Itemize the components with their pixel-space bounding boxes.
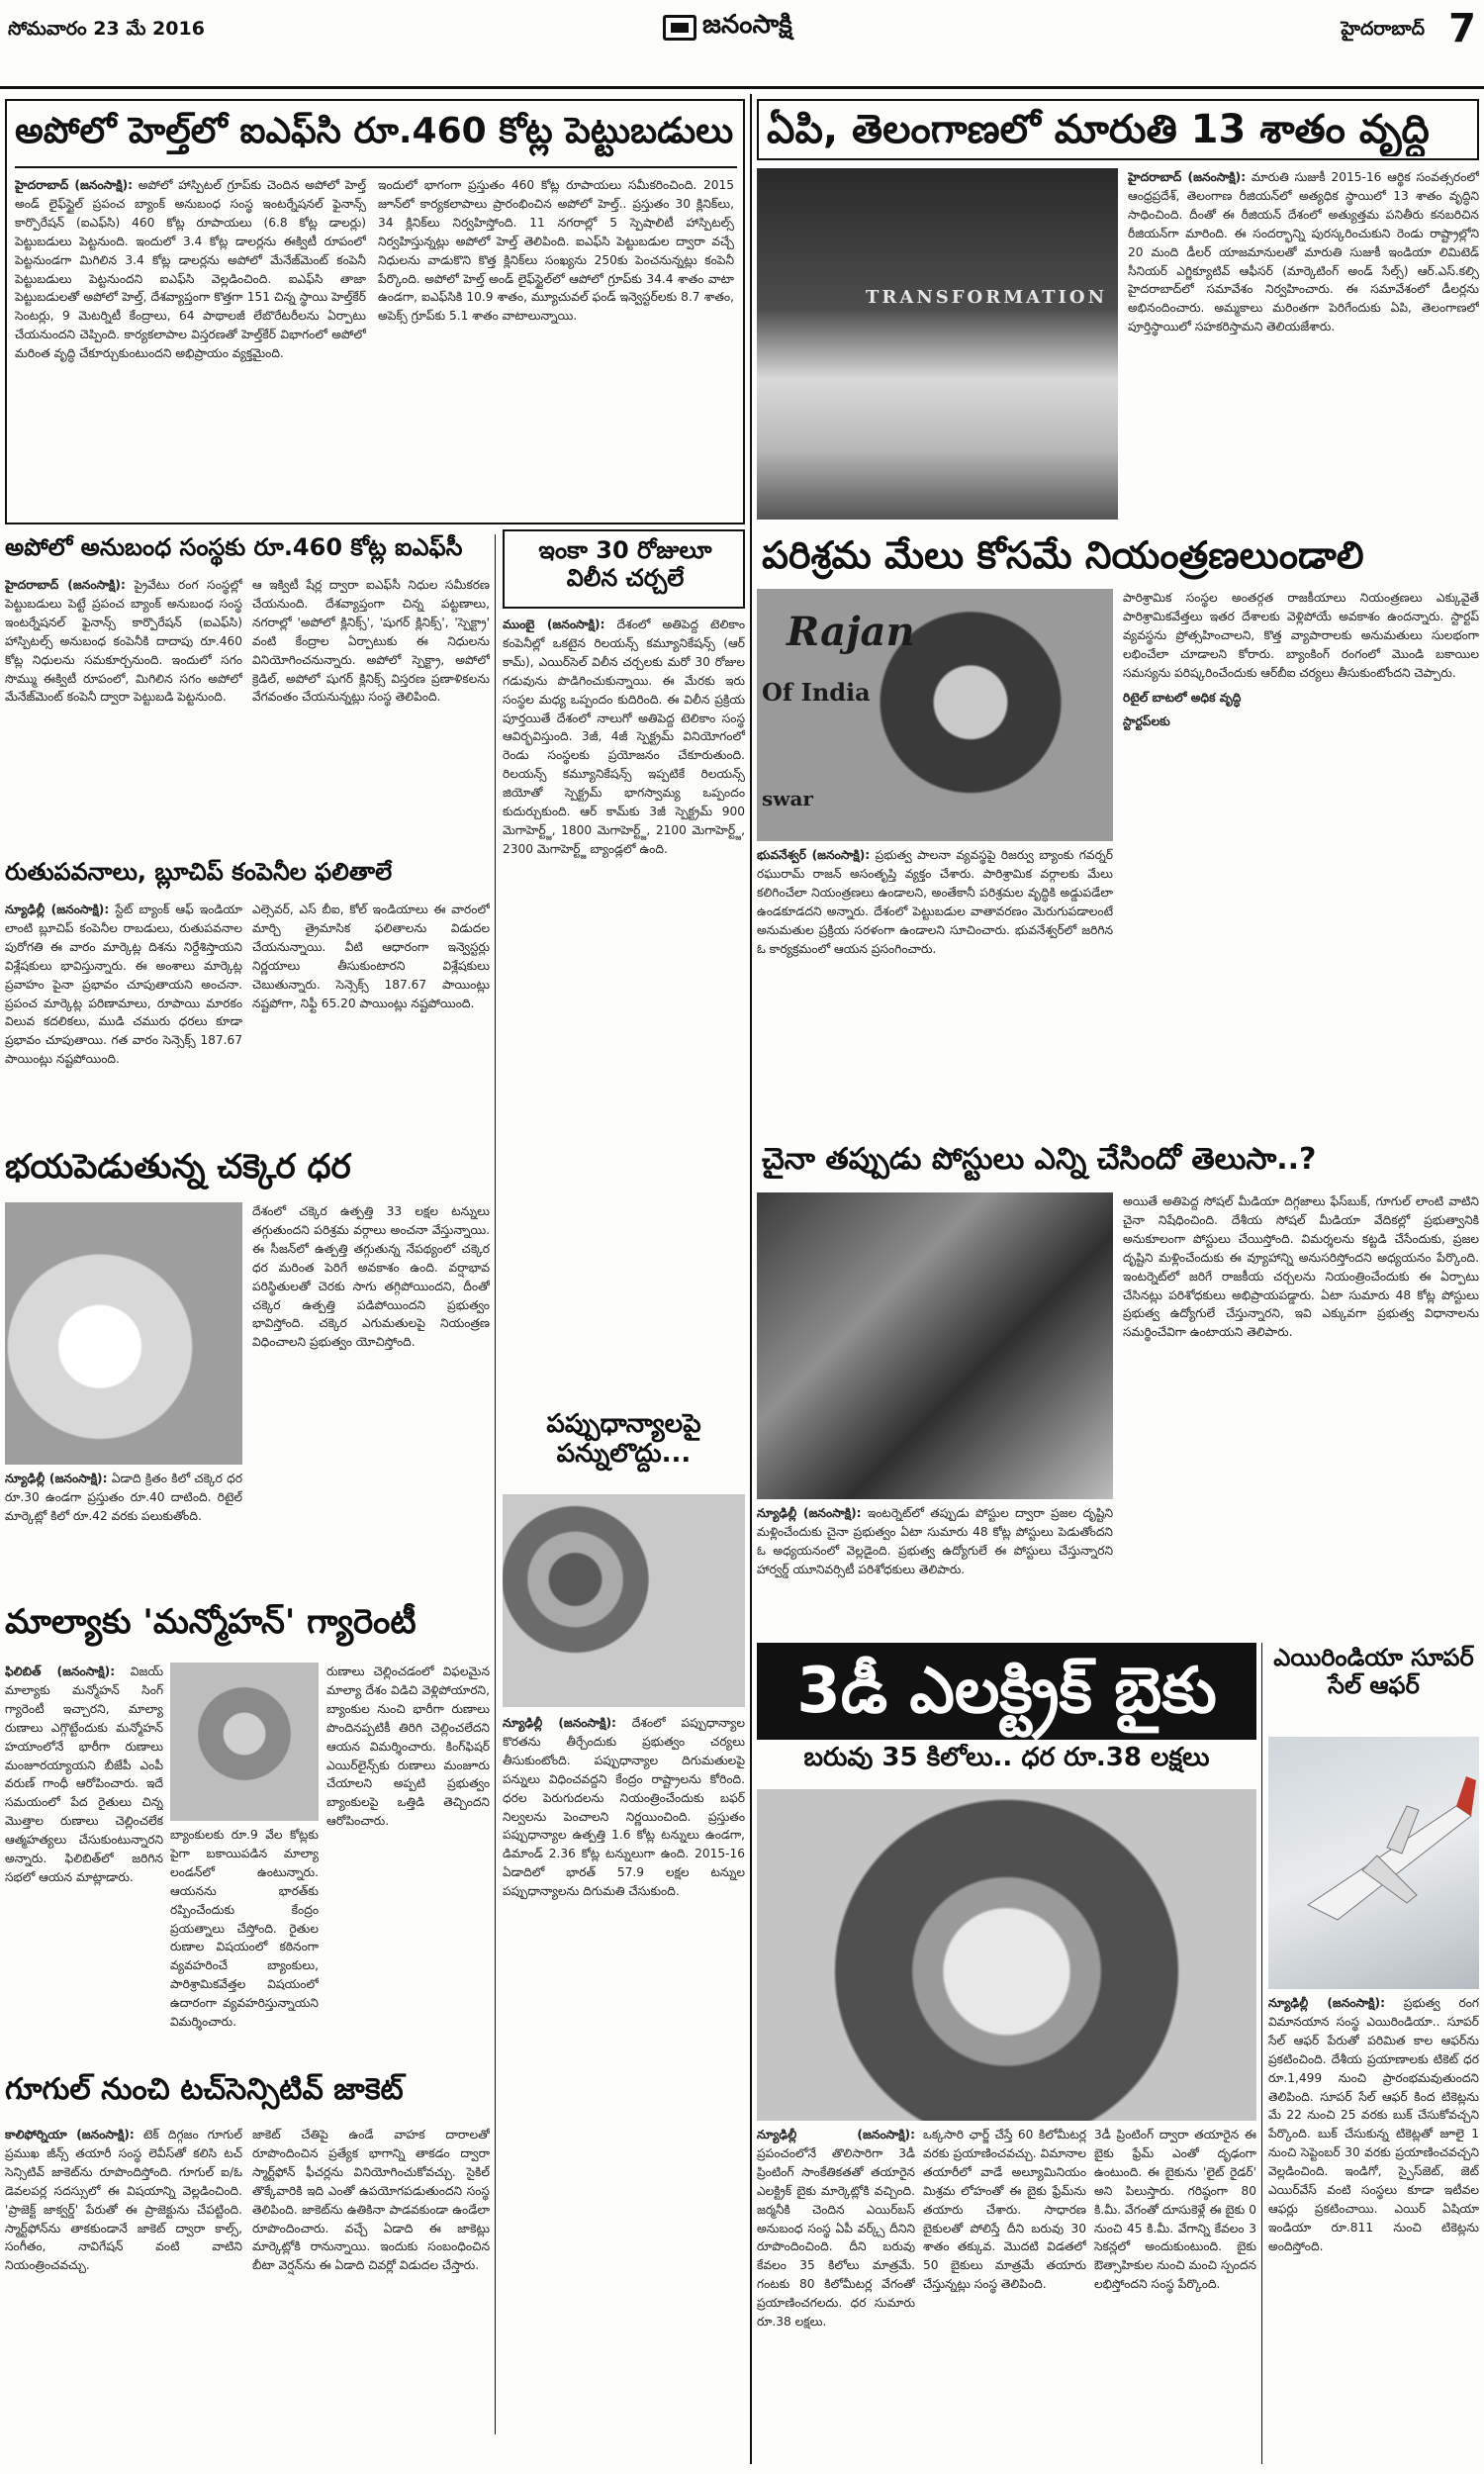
pulses-photo [503, 1494, 745, 1707]
article-body [1128, 168, 1479, 524]
article-body [5, 1470, 242, 1593]
article-dateline: న్యూఢిల్లీ (జనంసాక్షి): [5, 1472, 108, 1485]
article-headline: ఎయిరిండియా సూపర్‌ సేల్‌ ఆఫర్‌ [1273, 1645, 1474, 1699]
article-body [5, 576, 242, 848]
airplane-icon [1268, 1737, 1479, 1989]
article-headline: అపోలో హెల్త్‌లో ఐఎఫ్‌సి రూ.460 కోట్ల పెట్టుబడులు [15, 111, 734, 151]
paper-name: జనంసాక్షి [702, 10, 792, 40]
mallya-photo [170, 1663, 319, 1821]
article-text: ప్రభుత్వ పాలనా వ్యవస్థపై రిజర్వు బ్యాంకు గవర్నర్‌ రఘురామ్‌ రాజన్‌ అసంతృప్తి వ్యక్తం చేశారు. పారిశ్రామిక వర్గాలకు మేలు కలిగించేలా నియంత్రణలు ఉండాలని, అంతేకానీ పరిశ్రమల వృద్ధికి అడ్డుపడేలా ఉండకూడదని అన్నారు. దేశంలో పెట్టుబడుల వాతావరణం మెరుగుపడాలంటే అనుమతుల ప్రక్రియ సరళంగా ఉండాలని సూచించారు. భువనేశ్వర్‌లో జరిగిన ఓ కార్యక్రమంలో ఆయన ప్రసంగించారు. [757, 848, 1113, 956]
article-body: దేశంలో చక్కెర ఉత్పత్తి 33 లక్షల టన్నులు తగ్గుతుందని పరిశ్రమ వర్గాలు అంచనా వేస్తున్నాయి. ఈ సీజన్‌లో ఉత్పత్తి తగ్గుతున్న నేపథ్యంలో చక్కెర ధర మరింత పెరిగే అవకాశం ఉంది. వర్షాభావ పరిస్థితులతో చెరకు సాగు తగ్గిపోయిందని, దీంతో చక్కెర ఉత్పత్తి పడిపోయిందని ప్రభుత్వం భావిస్తోంది. చక్కెర ఎగుమతులపై నియంత్రణ విధించాలని ప్రభుత్వం యోచిస్తోంది. [252, 1204, 490, 1350]
article-headline: పరిశ్రమ మేలు కోసమే నియంత్రణలుండాలి [762, 534, 1364, 577]
article-apollo-health [5, 99, 745, 524]
article-body: ఎల్సెవర్‌, ఎస్‌ బీఐ, కోల్‌ ఇండియాలు ఈ వారంలో మార్చి త్రైమాసిక ఫలితాలను విడుదల చేయనున్నాయి. వీటి ఆధారంగా ఇన్వెస్టర్లు నిర్ణయాలు తీసుకుంటారని విశ్లేషకులు చెబుతున్నారు. సెన్సెక్స్‌ 187.67 పాయింట్లు నష్టపోగా, నిఫ్టీ 65.20 పాయింట్లు నష్టపోయింది. [252, 903, 490, 1010]
airindia-plane-photo [1268, 1737, 1479, 1989]
column-divider [750, 94, 752, 2464]
article-dateline: న్యూఢిల్లీ (జనంసాక్షి): [503, 1716, 616, 1730]
article-dateline: హైదరాబాద్‌ (జనంసాక్షి): [15, 178, 134, 192]
article-dateline: హైదరాబాద్‌ (జనంసాక్షి): [5, 578, 126, 592]
photo-lettering: Of India [762, 678, 871, 707]
article-headline: 3డీ ఎలక్ట్రిక్‌ బైకు [757, 1643, 1256, 1740]
article-headline: ఇంకా 30 రోజులూ విలీన చర్చలే [538, 537, 712, 592]
article-subhead: స్టార్టప్‌లకు [1123, 714, 1170, 729]
article-dateline: హైదరాబాద్‌ (జనంసాక్షి): [1128, 170, 1247, 184]
article-dateline: ఫిలిబిత్‌ (జనంసాక్షి): [5, 1665, 116, 1678]
article-subheadline: బరువు 35 కిలోలు.. ధర రూ.38 లక్షలు [803, 1744, 1210, 1772]
article-body: ఒక్కసారి ఛార్జ్‌ చేస్తే 60 కిలోమీటర్ల వరకు ప్రయాణించవచ్చు. విమానాల తయారీలో వాడే అల్యూమినియం మిశ్రమ లోహంతో ఈ బైకు ఫ్రేమ్‌ను తయారు చేశారు. సాధారణ బైకులతో పోలిస్తే దీని బరువు 30 శాతం తక్కువ. మొదటి విడతలో 50 బైకులు మాత్రమే తయారు చేస్తున్నట్లు సంస్థ తెలిపింది. [923, 2128, 1086, 2292]
sugar-photo [5, 1202, 242, 1465]
article-headline: మాల్యాకు 'మన్మోహన్‌' గ్యారెంటీ [5, 1603, 417, 1642]
article-text: ఏడాది క్రితం కిలో చక్కెర ధర రూ.30 ఉండగా ప్రస్తుతం రూ.40 దాటింది. రిటైల్‌ మార్కెట్లో కిలో రూ.42 వరకు పలుకుతోంది. [5, 1472, 242, 1523]
page-number: 7 [1448, 6, 1476, 51]
article-headline: పప్పుధాన్యాలపై పన్నులొద్దు... [546, 1410, 701, 1469]
article-body [15, 176, 366, 518]
article-body [757, 2126, 915, 2467]
article-body [503, 616, 745, 1402]
article-headline: ఏపి, తెలంగాణలో మారుతి 13 శాతం వృద్ధి [767, 107, 1430, 152]
photo-banner-text: TRANSFORMATION [866, 287, 1108, 308]
article-dateline: న్యూఢిల్లీ (జనంసాక్షి): [757, 2128, 915, 2141]
article-dateline: న్యూఢిల్లీ (జనంసాక్షి): [5, 903, 110, 916]
divider [15, 166, 737, 168]
issue-date: సోమవారం 23 మే 2016 [8, 18, 205, 40]
article-body: రుణాలు చెల్లించడంలో విఫలమైన మాల్యా దేశం విడిచి వెళ్లిపోయారని, బ్యాంకుల నుంచి భారీగా రుణాలు పొందినప్పటికీ తిరిగి చెల్లించలేదని ఆయన విమర్శించారు. కింగ్‌ఫిషర్‌ ఎయిర్‌లైన్స్‌కు రుణాలు మంజూరు చేయాలని అప్పటి ప్రభుత్వం బ్యాంకులపై ఒత్తిడి తెచ్చిందని ఆరోపించారు. [326, 1665, 490, 1829]
article-text: దేశంలో అతిపెద్ద టెలికాం కంపెనీల్లో ఒకటైన రిలయన్స్‌ కమ్యూనికేషన్స్‌ (ఆర్‌ కామ్‌), ఎయిర్‌సెల్‌ విలీన చర్చలకు మరో 30 రోజుల గడువును పొడిగించుకున్నాయి. ఈ మేరకు ఇరు సంస్థల మధ్య ఒప్పందం కుదిరింది. ఈ విలీన ప్రక్రియ పూర్తయితే దేశంలో నాలుగో అతిపెద్ద టెలికాం సంస్థ ఆవిర్భవిస్తుంది. 3జీ, 4జీ స్పెక్ట్రమ్‌ వినియోగంలో రెండు సంస్థలకు ప్రయోజనం చేకూరుతుంది. రిలయన్స్‌ కమ్యూనికేషన్స్‌ ఇప్పటికే రిలయన్స్‌ జియోతో స్పెక్ట్రమ్‌ భాగస్వామ్య ఒప్పందం కుదుర్చుకుంది. ఆర్‌ కామ్‌కు 3జీ స్పెక్ట్రమ్‌ 900 మెగాహెర్ట్జ్‌, 1800 మెగాహెర్ట్జ్‌, 2100 మెగాహెర్ట్జ్‌, 2300 మెగాహెర్ట్జ్‌ బ్యాండ్లలో ఉంది. [503, 618, 745, 856]
photo-lettering: Rajan [787, 609, 915, 655]
article-body: జాకెట్‌ చేతిపై ఉండే వాహక దారాలతో రూపొందించిన ప్రత్యేక భాగాన్ని తాకడం ద్వారా స్మార్ట్‌ఫోన్‌ ఫీచర్లను వినియోగించుకోవచ్చు. సైకిల్‌ తొక్కేవారికి ఇది ఎంతో ఉపయోగపడుతుందని సంస్థ తెలిపింది. జాకెట్‌ను ఉతికినా పాడవకుండా ఉండేలా రూపొందించారు. వచ్చే ఏడాది ఈ జాకెట్లు మార్కెట్లోకి రానున్నాయి. ఇందుకు సంబంధించిన బీటా వెర్షన్‌ను ఈ ఏడాది చివర్లో విడుదల చేస్తారు. [252, 2128, 490, 2273]
maruti-headline-box [757, 99, 1479, 160]
article-text: విజయ్‌ మాల్యాకు మన్మోహన్‌ సింగ్‌ గ్యారెంటీ ఇచ్చారని, మాల్యా రుణాలు ఎగ్గొట్టేందుకు మన్మోహన్‌ హయాంలోనే భారీగా రుణాలు మంజూరయ్యాయని బీజేపీ ఎంపీ వరుణ్‌ గాంధీ ఆరోపించారు. ఇదే సమయంలో పేద రైతులు చిన్న మొత్తాల రుణాలు చెల్లించలేక ఆత్మహత్యలు చేసుకుంటున్నారని అన్నారు. ఫిలిబిత్‌లో జరిగిన సభలో ఆయన మాట్లాడారు. [5, 1665, 163, 1884]
article-subhead: రిటైల్‌ బాటలో అధిక వృద్ధి [1123, 690, 1242, 705]
column-divider [1261, 1643, 1262, 2464]
article-text: ప్రపంచంలోనే తొలిసారిగా 3డీ ప్రింటింగ్‌ సాంకేతికతతో తయారైన ఎలక్ట్రిక్‌ బైకు మార్కెట్లోకి వచ్చింది. జర్మనీకి చెందిన ఎయిర్‌బస్‌ అనుబంధ సంస్థ ఏపీ వర్క్స్‌ దీనిని రూపొందించింది. దీని బరువు కేవలం 35 కిలోలు మాత్రమే. గంటకు 80 కిలోమీటర్ల వేగంతో ప్రయాణించగలదు. ధర సుమారు రూ.38 లక్షలు. [757, 2145, 915, 2330]
article-body [1123, 589, 1479, 1133]
article-body [5, 901, 242, 1138]
article-body [5, 1663, 163, 2063]
article-text: ప్రభుత్వ రంగ విమానయాన సంస్థ ఎయిరిండియా.. సూపర్‌ సేల్‌ ఆఫర్‌ పేరుతో పరిమిత కాల ఆఫర్‌ను ప్రకటించింది. దేశీయ ప్రయాణాలకు టికెట్‌ ధర రూ.1,499 నుంచి ప్రారంభమవుతుందని తెలిపింది. సూపర్‌ సేల్‌ ఆఫర్‌ కింద టికెట్లను మే 22 నుంచి 25 వరకు బుక్‌ చేసుకోవచ్చని పేర్కొంది. బుక్‌ చేసుకున్న టికెట్లతో జూలై 1 నుంచి సెప్టెంబర్‌ 30 వరకు ప్రయాణించవచ్చని వెల్లడించింది. ఇండిగో, స్పైస్‌జెట్‌, జెట్‌ ఎయిర్‌వేస్‌ వంటి సంస్థలు కూడా ఇటీవల ఆఫర్లు ప్రకటించాయి. ఎయిర్‌ ఏషియా ఇండియా రూ.811 నుంచి టికెట్లను అందిస్తోంది. [1268, 1996, 1479, 2253]
article-body: ఇందులో భాగంగా ప్రస్తుతం 460 కోట్ల రూపాయలు సమీకరించింది. 2015 జూన్‌లో కార్యకలాపాలు ప్రారంభించిన అపోలో హెల్త్‌.. ప్రస్తుతం 30 క్లినిక్‌లు, 34 క్లినిక్‌లు నిర్వహిస్తోంది. 11 నగరాల్లో 5 స్పెషాలిటీ హాస్పిటల్స్‌ నిర్వహిస్తున్నట్లు అపోలో హెల్త్‌ తెలిపింది. ఐఎఫ్‌సి పెట్టుబడుల ద్వారా వచ్చే నిధులను వాడుకొని కొత్త క్లినిక్‌లు సంఖ్యను 250కు పెంచనున్నట్లు కంపెనీ పేర్కొంది. అపోలో హెల్త్‌ అండ్‌ లైఫ్‌స్టైల్‌లో ఆపోలో గ్రూప్‌కు 34.4 శాతం వాటా ఉండగా, ఐఎఫ్‌సికి 10.9 శాతం, మ్యూచువల్‌ ఫండ్‌ ఇన్వెస్టర్‌లకు 8.7 శాతం, అపెక్స్‌ గ్రూప్‌కు 5.1 శాతం వాటాలున్నాయి. [378, 178, 734, 324]
column-divider [495, 534, 496, 2434]
article-body: 3డీ ప్రింటింగ్‌ ద్వారా తయారైన ఈ బైకు ఫ్రేమ్‌ ఎంతో దృఢంగా ఉంటుంది. ఈ బైకును 'లైట్‌ రైడర్‌' అని పిలుస్తారు. గరిష్ఠంగా 80 కి.మీ. వేగంతో దూసుకెళ్లే ఈ బైకు 0 నుంచి 45 కి.మీ. వేగాన్ని కేవలం 3 సెకన్లలో అందుకుంటుంది. బైకు ఔత్సాహికుల నుంచి మంచి స్పందన లభిస్తోందని సంస్థ పేర్కొంది. [1094, 2128, 1256, 2292]
article-text: ఇంటర్నెట్‌లో తప్పుడు పోస్టుల ద్వారా ప్రజల దృష్టిని మళ్లించేందుకు చైనా ప్రభుత్వం ఏటా సుమారు 48 కోట్ల పోస్టులు పెడుతోందని ఓ అధ్యయనంలో వెల్లడైంది. ప్రభుత్వ ఉద్యోగులే ఈ పోస్టులు చేస్తున్నారని హార్వర్డ్‌ యూనివర్సిటీ పరిశోధకులు తెలిపారు. [757, 1506, 1113, 1576]
article-text: స్టేట్‌ బ్యాంక్‌ ఆఫ్‌ ఇండియా లాంటి బ్లూచిప్‌ కంపెనీల రాబడులు, రుతుపవనాల పురోగతి ఈ వారం మార్కెట్ల దిశను నిర్దేశిస్తాయని విశ్లేషకులు భావిస్తున్నారు. ఈ అంశాలు మార్కెట్ల ప్రవాహం పైనా ప్రభావం చూపుతాయని అంచనా. ప్రపంచ మార్కెట్ల పరిణామాలు, రూపాయి మారకం విలువ కదలికలు, ముడి చమురు ధరలు కూడా ప్రభావం చూపుతాయి. గత వారం సెన్సెక్స్‌ 187.67 పాయింట్లు నష్టపోయింది. [5, 903, 242, 1067]
article-text: అపోలో హాస్పిటల్‌ గ్రూప్‌కు చెందిన అపోలో హెల్త్‌ అండ్‌ లైఫ్‌స్టైల్‌ ప్రపంచ బ్యాంక్‌ అనుబంధ సంస్థ ఇంటర్నేషనల్‌ ఫైనాన్స్‌ కార్పొరేషన్‌ (ఐఎఫ్‌సి) 460 కోట్ల రూపాయలు (6.8 కోట్ల డాలర్లు) పెట్టుబడులు పెట్టనుంది. ఇందులో 3.4 కోట్ల డాలర్లను ఈక్విటీ రూపంలో పెట్టనుండగా మిగిలిన 3.4 కోట్ల డాలర్లను అపోలో మేనేజ్‌మెంట్‌ కంపెనీ పెట్టుబడులు పెట్టనుందని ఐఎఫ్‌సి వెల్లడించింది. ఐఎఫ్‌సి తాజా పెట్టుబడులతో అపోలో హెల్త్‌, దేశవ్యాప్తంగా కొత్తగా 151 చిన్న స్థాయి హెల్త్‌కేర్‌ సెంటర్లు, 9 మెటర్నిటీ కేంద్రాలు, 64 పాథాలజీ లేబొరేటరీలను ఏర్పాటు చేయనుందని చెప్పింది. కార్యకలాపాల విస్తరణతో హెల్త్‌కేర్‌ విభాగంలో అపోలో మరింత వృద్ధి చేకూర్చుకుంటుందని అభిప్రాయం వ్యక్తమైంది. [15, 178, 366, 361]
article-headline: అపోలో అనుబంధ సంస్థకు రూ.460 కోట్ల ఐఎఫ్‌సీ [5, 534, 463, 561]
article-body [5, 2126, 242, 2467]
edition-city: హైదరాబాద్ [1341, 18, 1425, 40]
article-headline: గూగుల్‌ నుంచి టచ్‌సెన్సిటివ్‌ జాకెట్‌ [5, 2073, 404, 2107]
maruti-event-photo [757, 168, 1118, 520]
article-headline: రుతుపవనాలు, బ్లూచిప్‌ కంపెనీల ఫలితాలే [5, 859, 393, 886]
article-dateline: న్యూఢిల్లీ (జనంసాక్షి): [1268, 1996, 1385, 2010]
article-body [757, 846, 1113, 1133]
article-text: దేశంలో పప్పుధాన్యాల కొరతను తీర్చేందుకు ప్రభుత్వం చర్యలు తీసుకుంటోంది. పప్పుధాన్యాల దిగుమతులపై పన్నులు విధించవద్దని కేంద్రం రాష్ట్రాలను కోరింది. ధరల పెరుగుదలను నియంత్రించేందుకు బఫర్‌ నిల్వలను పెంచాలని నిర్ణయించింది. ప్రస్తుతం పప్పుధాన్యాల ఉత్పత్తి 1.6 కోట్ల టన్నులు ఉండగా, డిమాండ్‌ 2.36 కోట్ల టన్నులుగా ఉంది. 2015-16 ఏడాదిలో భారత్‌ 57.9 లక్షల టన్నుల పప్పుధాన్యాలను దిగుమతి చేసుకుంది. [503, 1716, 745, 1899]
article-dateline: న్యూఢిల్లీ (జనంసాక్షి): [757, 1506, 862, 1520]
article-text: టెక్‌ దిగ్గజం గూగుల్‌ ప్రముఖ జీన్స్‌ తయారీ సంస్థ లెవీస్‌తో కలిసి టచ్‌ సెన్సిటివ్‌ జాకెట్‌ను రూపొందిస్తోంది. గూగుల్‌ ఐ/ఓ డెవలపర్ల సదస్సులో ఈ విషయాన్ని వెల్లడించింది. 'ప్రాజెక్ట్‌ జాక్వర్డ్‌' పేరుతో ఈ ప్రాజెక్టును చేపట్టింది. స్మార్ట్‌ఫోన్‌ను తాకకుండానే జాకెట్‌ ద్వారా కాల్స్‌, సంగీతం, నావిగేషన్‌ వంటి వాటిని నియంత్రించవచ్చు. [5, 2128, 242, 2273]
article-dateline: భువనేశ్వర్‌ (జనంసాక్షి): [757, 848, 871, 862]
article-text: మారుతి సుజుకీ 2015-16 ఆర్థిక సంవత్సరంలో ఆంధ్రప్రదేశ్‌, తెలంగాణ రీజియన్‌లో అత్యధిక స్థాయిలో 13 శాతం వృద్ధిని సాధించింది. దీంతో ఈ రీజియన్‌ దేశంలో అత్యుత్తమ పనితీరు కనబరిచిన రీజియన్‌గా మారింది. ఈ సందర్భాన్ని పురస్కరించుకుని రెండు రాష్ట్రాల్లోని 20 మంది డీలర్‌ యాజమానులతో మారుతి సుజుకీ ఇండియా లిమిటెడ్‌ సీనియర్‌ ఎగ్జిక్యూటివ్‌ ఆఫీసర్‌ (మార్కెటింగ్‌ అండ్‌ సేల్స్‌) ఆర్‌.ఎస్‌.కల్సి హైదరాబాద్‌లో సమావేశం నిర్వహించారు. ఈ సమావేశంలో డీలర్లను అభినందించారు. అమ్మకాలు మరింతగా పెరిగేందుకు ఏపి, తెలంగాణలో పూర్తిస్థాయిలో సహకరిస్తామని తెలియజేశారు. [1128, 170, 1479, 334]
bike-headline-box [757, 1643, 1256, 1740]
article-body [503, 1714, 745, 2466]
article-body: అయితే అతిపెద్ద సోషల్‌ మీడియా దిగ్గజాలు ఫేస్‌బుక్‌, గూగుల్‌ లాంటి వాటిని చైనా నిషేధించింది. దేశీయ సోషల్‌ మీడియా వేదికల్లో ప్రభుత్వానికి అనుకూలంగా పోస్టులు చేయిస్తోంది. విమర్శలను కట్టడి చేసేందుకు, ప్రజల దృష్టిని మళ్లించేందుకు ఈ వ్యూహాన్ని అనుసరిస్తోందని అధ్యయనం పేర్కొంది. ఇంటర్నెట్‌లో జరిగే రాజకీయ చర్చలను నియంత్రించేందుకు ఈ ఏర్పాటు చేసినట్లు పరిశోధకులు అభిప్రాయపడ్డారు. ఏటా సుమారు 48 కోట్ల పోస్టులు ప్రభుత్వ ఉద్యోగులే చేస్తున్నారని, ఇవి ఎక్కువగా ప్రభుత్వ విధానాలను సమర్థించేవిగా ఉంటాయని తెలిపారు. [1123, 1194, 1479, 1340]
merger-headline-box [503, 529, 745, 609]
rajan-photo [757, 589, 1113, 841]
article-body: ఆ ఇక్విటీ షేర్ల ద్వారా ఐఎఫ్‌సీ నిధుల సమీకరణ చేయనుంది. దేశవ్యాప్తంగా చిన్న పట్టణాలు, నగరాల్లో 'అపోలో క్లినిక్స్‌', 'షుగర్‌ క్లినిక్స్‌', 'స్పెక్ట్రా' వంటి కేంద్రాల ఏర్పాటుకు ఈ నిధులను వినియోగించనున్నారు. అపోలో స్పెక్ట్రా, అపోలో క్రెడిల్‌, అపోలో షుగర్‌ క్లినిక్స్‌ విస్తరణ ప్రణాళికలను వేగవంతం చేయనున్నట్లు సంస్థ తెలిపింది. [252, 578, 490, 705]
article-headline: భయపెడుతున్న చక్కెర ధర [5, 1148, 351, 1187]
article-text: ప్రైవేటు రంగ సంస్థల్లో పెట్టుబడులు పెట్టే ప్రపంచ బ్యాంక్‌ అనుబంధ సంస్థ ఇంటర్నేషనల్‌ ఫైనాన్స్‌ కార్పొరేషన్‌ (ఐఎఫ్‌సి) హాస్పిటల్స్‌ అనుబంధ కంపెనీకి దాదాపు రూ.460 కోట్ల నిధులను సమకూర్చనుంది. ఇందులో సగం సొమ్ము ఈక్విటీ రూపంలో, మిగిలిన సగం అపోలో మేనేజ్‌మెంట్‌ కంపెనీ ద్వారా పెట్టుబడి పెట్టనుంది. [5, 578, 242, 705]
article-body: బ్యాంకులకు రూ.9 వేల కోట్లకు పైగా బకాయిపడిన మాల్యా లండన్‌లో ఉంటున్నారు. ఆయనను భారత్‌కు రప్పించేందుకు కేంద్రం ప్రయత్నాలు చేస్తోంది. రైతుల రుణాల విషయంలో కఠినంగా వ్యవహరించే బ్యాంకులు, పారిశ్రామికవేత్తల విషయంలో ఉదారంగా వ్యవహరిస్తున్నాయని విమర్శించారు. [170, 1828, 319, 2030]
article-text: పారిశ్రామిక సంస్థల అంతర్గత రాజకీయాలు నియంత్రణలు ఎక్కువైతే పారిశ్రామికవేత్తలు ఇతర దేశాలకు వెళ్లిపోయే అవకాశం ఉందన్నారు. స్టార్టప్‌ వ్యవస్థను ప్రోత్సహించాలని, కొత్త వ్యాపారాలకు అనుమతులు సులభంగా లభించేలా చూడాలని కోరారు. బ్యాంకింగ్‌ రంగంలో మొండి బకాయిల సమస్యను పరిష్కరించేందుకు ఆర్‌బీఐ చర్యలు తీసుకుంటోందని చెప్పారు. [1123, 591, 1479, 680]
paper-brand [663, 10, 792, 46]
photo-lettering: swar [762, 787, 813, 810]
article-body [1268, 1994, 1479, 2467]
bike-photo [757, 1789, 1256, 2121]
paper-logo-icon [663, 15, 696, 41]
article-headline: చైనా తప్పుడు పోస్టులు ఎన్ని చేసిందో తెలుసా..? [762, 1143, 1317, 1177]
article-body [757, 1504, 1113, 1633]
masthead [0, 0, 1484, 89]
article-dateline: కాలిఫోర్నియా (జనంసాక్షి): [5, 2128, 135, 2141]
article-dateline: ముంబై (జనంసాక్షి): [503, 618, 605, 631]
china-photo [757, 1192, 1113, 1499]
